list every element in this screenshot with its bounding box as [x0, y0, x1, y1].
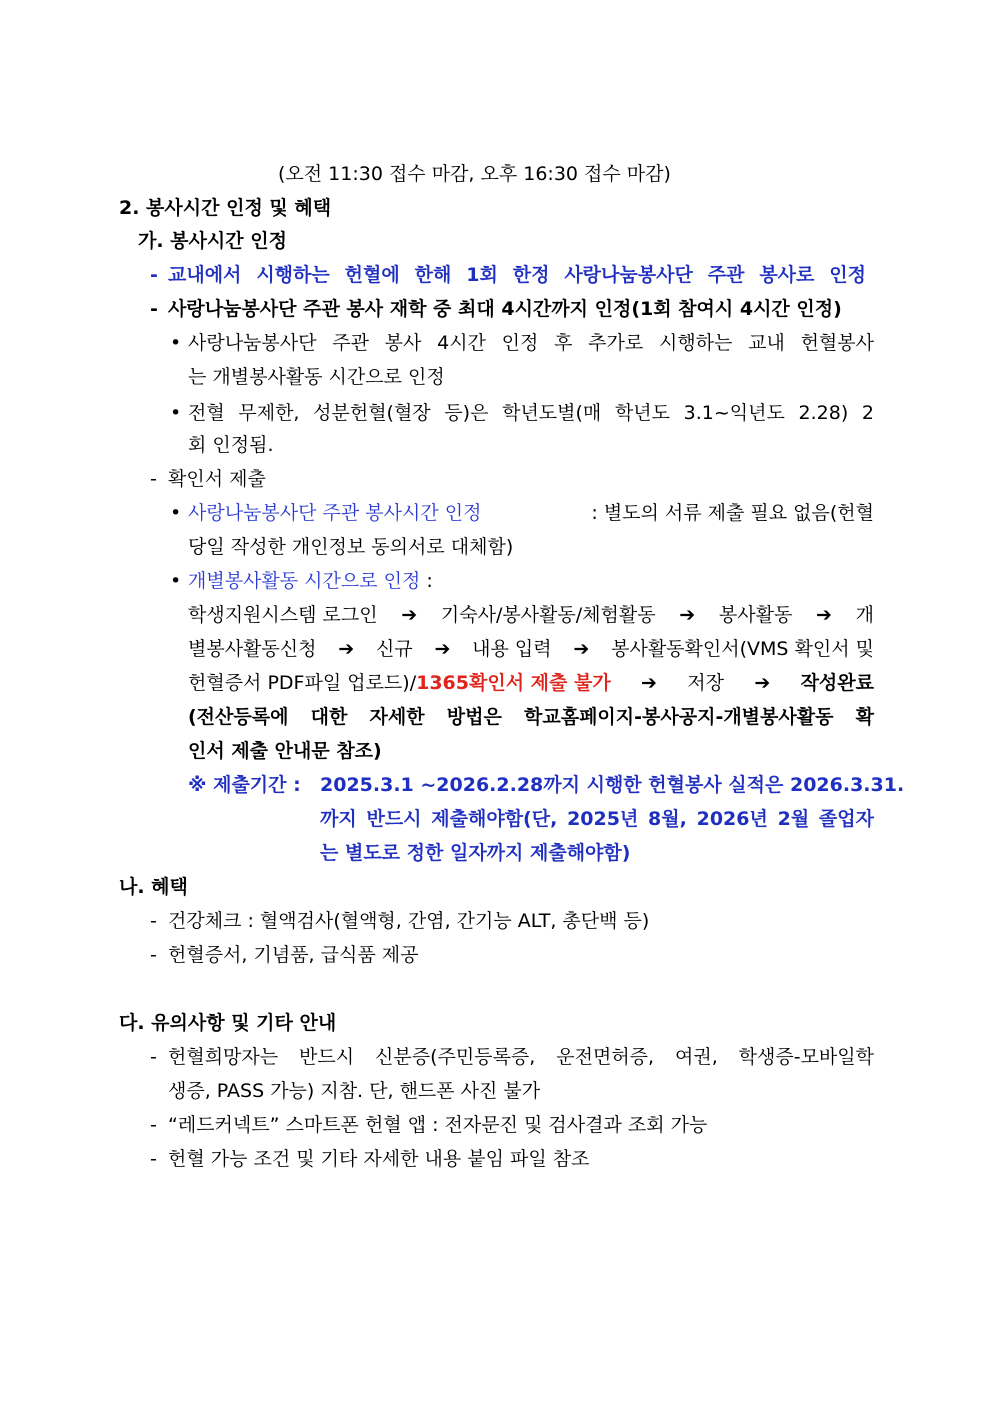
- dash-marker: -: [150, 1114, 157, 1136]
- gifts-benefit: 헌혈증서, 기념품, 급식품 제공: [168, 944, 419, 966]
- additional-donation-note-line2: 는 개별봉사활동 시간으로 인정: [188, 366, 445, 388]
- path-step-upload: [188, 666, 611, 700]
- subsection-c-title: 다. 유의사항 및 기타 안내: [119, 1012, 337, 1034]
- dash-marker: -: [150, 298, 158, 320]
- arrow-right-icon: ➔: [338, 638, 355, 660]
- dash-marker: -: [150, 910, 157, 932]
- registration-path-line3: [188, 666, 874, 700]
- arrow-right-icon: ➔: [434, 638, 451, 660]
- dash-marker: -: [150, 1046, 157, 1068]
- deadline-line1: 2025.3.1 ~2026.2.28까지 시행한 헌혈봉사 실적은 2026.3.31.: [320, 774, 905, 796]
- red-connect-app-note: “레드커넥트” 스마트폰 헌혈 앱 : 전자문진 및 검사결과 조회 가능: [168, 1114, 708, 1136]
- path-warning-1365: 1365확인서 제출 불가: [416, 672, 611, 694]
- arrow-right-icon: ➔: [754, 672, 771, 694]
- deadline-label: ※ 제출기간 :: [188, 774, 301, 796]
- attachment-reference-note: 헌혈 가능 조건 및 기타 자세한 내용 붙임 파일 참조: [168, 1148, 590, 1170]
- path-step-upload-text: 헌혈증서 PDF파일 업로드)/: [188, 672, 417, 694]
- path-step-volunteer: 봉사활동: [718, 604, 793, 626]
- bullet-marker: •: [170, 402, 182, 424]
- deadline-line3: 는 별도로 정한 일자까지 제출해야함): [320, 842, 631, 864]
- reception-time-note: (오전 11:30 접수 마감, 오후 16:30 접수 마감): [278, 163, 671, 185]
- individual-hours-line: [188, 564, 433, 598]
- path-step-individual-end: 별봉사활동신청: [188, 638, 317, 660]
- registration-path-line1: [188, 598, 874, 632]
- path-step-login: 학생지원시스템 로그인: [188, 604, 378, 626]
- individual-hours-label: 개별봉사활동 시간으로 인정: [188, 570, 421, 592]
- club-hours-line2: 당일 작성한 개인정보 동의서로 대체함): [188, 536, 514, 558]
- id-requirement-line2: 생증, PASS 가능) 지참. 단, 핸드폰 사진 불가: [168, 1080, 541, 1102]
- dash-marker: -: [150, 1148, 157, 1170]
- registration-note-line1: (전산등록에 대한 자세한 방법은 학교홈페이지-봉사공지-개별봉사활동 확: [188, 706, 874, 728]
- whole-blood-note-line1: 전혈 무제한, 성분헌혈(혈장 등)은 학년도별(매 학년도 3.1~익년도 2.28) 2: [188, 402, 874, 424]
- health-check-benefit: 건강체크 : 혈액검사(혈액형, 간염, 간기능 ALT, 총단백 등): [168, 910, 650, 932]
- individual-hours-colon: :: [426, 570, 433, 592]
- arrow-right-icon: ➔: [816, 604, 832, 626]
- path-step-certificate: 봉사활동확인서(VMS 확인서 및: [611, 638, 874, 660]
- school-donation-recognition: 교내에서 시행하는 헌혈에 한해 1회 한정 사랑나눔봉사단 주관 봉사로 인정: [168, 264, 866, 286]
- path-step-complete: 작성완료: [800, 672, 874, 694]
- club-hours-line1: [188, 496, 874, 530]
- bullet-marker: •: [170, 502, 182, 524]
- club-hours-detail: : 별도의 서류 제출 필요 없음(헌혈: [591, 502, 874, 524]
- registration-note-line2: 인서 제출 안내문 참조): [188, 740, 382, 762]
- path-step-menu: 기숙사/봉사활동/체험활동: [440, 604, 656, 626]
- path-step-input: 내용 입력: [472, 638, 552, 660]
- path-step-individual-start: 개: [855, 604, 874, 626]
- subsection-b-title: 나. 혜택: [119, 876, 188, 898]
- id-requirement-line1: 헌혈희망자는 반드시 신분증(주민등록증, 운전면허증, 여권, 학생증-모바일학: [168, 1046, 874, 1068]
- deadline-line2: 까지 반드시 제출해야함(단, 2025년 8월, 2026년 2월 졸업자: [320, 808, 874, 830]
- path-step-save: 저장: [687, 672, 724, 694]
- club-hours-label: 사랑나눔봉사단 주관 봉사시간 인정: [188, 502, 482, 524]
- arrow-right-icon: ➔: [641, 672, 657, 694]
- dash-marker: -: [150, 264, 158, 286]
- arrow-right-icon: ➔: [401, 604, 418, 626]
- dash-marker: -: [150, 944, 157, 966]
- additional-donation-note-line1: 사랑나눔봉사단 주관 봉사 4시간 인정 후 추가로 시행하는 교내 헌혈봉사: [188, 332, 874, 354]
- bullet-marker: •: [170, 332, 182, 354]
- arrow-right-icon: ➔: [679, 604, 696, 626]
- dash-marker: -: [150, 468, 157, 490]
- section-2-title: 2. 봉사시간 인정 및 혜택: [119, 197, 332, 219]
- path-step-new: 신규: [375, 638, 413, 660]
- arrow-right-icon: ➔: [573, 638, 590, 660]
- registration-path-line2: [188, 632, 874, 666]
- max-hours-recognition: 사랑나눔봉사단 주관 봉사 재학 중 최대 4시간까지 인정(1회 참여시 4시간 인정): [168, 298, 842, 320]
- subsection-a-title: 가. 봉사시간 인정: [138, 230, 287, 252]
- bullet-marker: •: [170, 570, 182, 592]
- certificate-submission-heading: 확인서 제출: [168, 468, 266, 490]
- whole-blood-note-line2: 회 인정됨.: [188, 434, 274, 456]
